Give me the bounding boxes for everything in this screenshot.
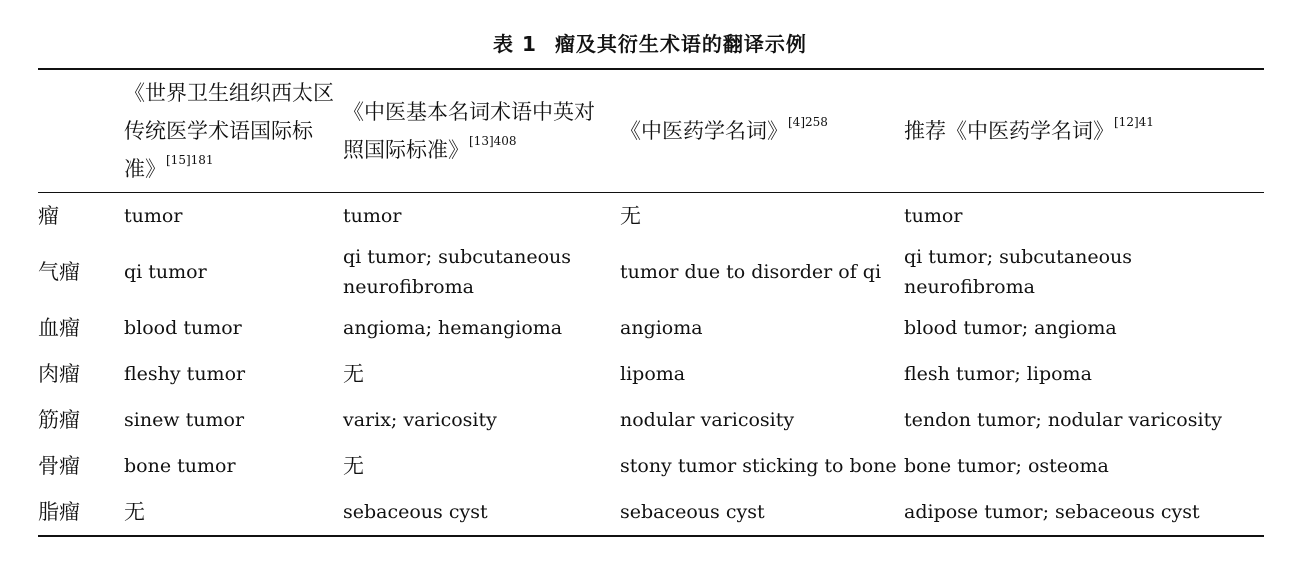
table-row bbox=[38, 193, 1264, 240]
header-recommended bbox=[904, 69, 1264, 193]
recommended-cell: blood tumor; angioma bbox=[904, 317, 1117, 339]
header-label: 《中医基本名词术语中英对照国际标准》 bbox=[343, 100, 595, 162]
table-number: 表 1 bbox=[493, 32, 537, 56]
header-term bbox=[38, 69, 124, 193]
term-cell: 气瘤 bbox=[38, 260, 80, 284]
header-ref: [12]41 bbox=[1114, 115, 1154, 129]
who-cell: bone tumor bbox=[124, 455, 236, 477]
table-row bbox=[38, 489, 1264, 536]
term-cell: 瘤 bbox=[38, 204, 59, 228]
term-cell: 骨瘤 bbox=[38, 454, 80, 478]
table-title: 瘤及其衍生术语的翻译示例 bbox=[554, 32, 807, 56]
header-ref: [13]408 bbox=[469, 134, 517, 148]
table-row bbox=[38, 351, 1264, 397]
header-ref: [4]258 bbox=[788, 115, 828, 129]
tcm-cell: angioma bbox=[620, 317, 703, 339]
basic-cell: sebaceous cyst bbox=[343, 501, 488, 523]
header-label: 《世界卫生组织西太区传统医学术语国际标准》 bbox=[124, 81, 334, 181]
tcm-cell: nodular varicosity bbox=[620, 409, 795, 431]
table-row bbox=[38, 305, 1264, 351]
header-label: 《中医药学名词》 bbox=[620, 119, 788, 143]
table-row bbox=[38, 443, 1264, 489]
tcm-cell: sebaceous cyst bbox=[620, 501, 765, 523]
who-cell: qi tumor bbox=[124, 261, 207, 283]
header-row bbox=[38, 69, 1264, 193]
basic-cell: varix; varicosity bbox=[343, 409, 497, 431]
who-cell: sinew tumor bbox=[124, 409, 245, 431]
basic-cell: qi tumor; subcutaneous neurofibroma bbox=[343, 246, 572, 298]
header-label: 推荐《中医药学名词》 bbox=[904, 119, 1114, 143]
header-tcm-terms bbox=[620, 69, 904, 193]
tcm-cell: tumor due to disorder of qi bbox=[620, 261, 882, 283]
recommended-cell: bone tumor; osteoma bbox=[904, 455, 1109, 477]
basic-cell: angioma; hemangioma bbox=[343, 317, 563, 339]
who-cell: fleshy tumor bbox=[124, 363, 246, 385]
header-basic-standard bbox=[343, 69, 620, 193]
term-cell: 血瘤 bbox=[38, 316, 80, 340]
basic-cell: tumor bbox=[343, 205, 402, 227]
tcm-cell: lipoma bbox=[620, 363, 686, 385]
table-row bbox=[38, 397, 1264, 443]
basic-cell: 无 bbox=[343, 454, 364, 478]
recommended-cell: tendon tumor; nodular varicosity bbox=[904, 409, 1222, 431]
basic-cell: 无 bbox=[343, 362, 364, 386]
table-caption bbox=[0, 28, 1300, 57]
tcm-cell: stony tumor sticking to bone bbox=[620, 455, 897, 477]
translation-table bbox=[38, 68, 1264, 537]
header-ref: [15]181 bbox=[166, 153, 214, 167]
tcm-cell: 无 bbox=[620, 204, 641, 228]
who-cell: 无 bbox=[124, 500, 145, 524]
who-cell: tumor bbox=[124, 205, 183, 227]
recommended-cell: adipose tumor; sebaceous cyst bbox=[904, 501, 1200, 523]
recommended-cell: tumor bbox=[904, 205, 963, 227]
header-who-standard bbox=[124, 69, 343, 193]
term-cell: 脂瘤 bbox=[38, 500, 80, 524]
term-cell: 肉瘤 bbox=[38, 362, 80, 386]
recommended-cell: qi tumor; subcutaneous neurofibroma bbox=[904, 246, 1133, 298]
recommended-cell: flesh tumor; lipoma bbox=[904, 363, 1092, 385]
who-cell: blood tumor bbox=[124, 317, 242, 339]
term-cell: 筋瘤 bbox=[38, 408, 80, 432]
table-row bbox=[38, 239, 1264, 305]
